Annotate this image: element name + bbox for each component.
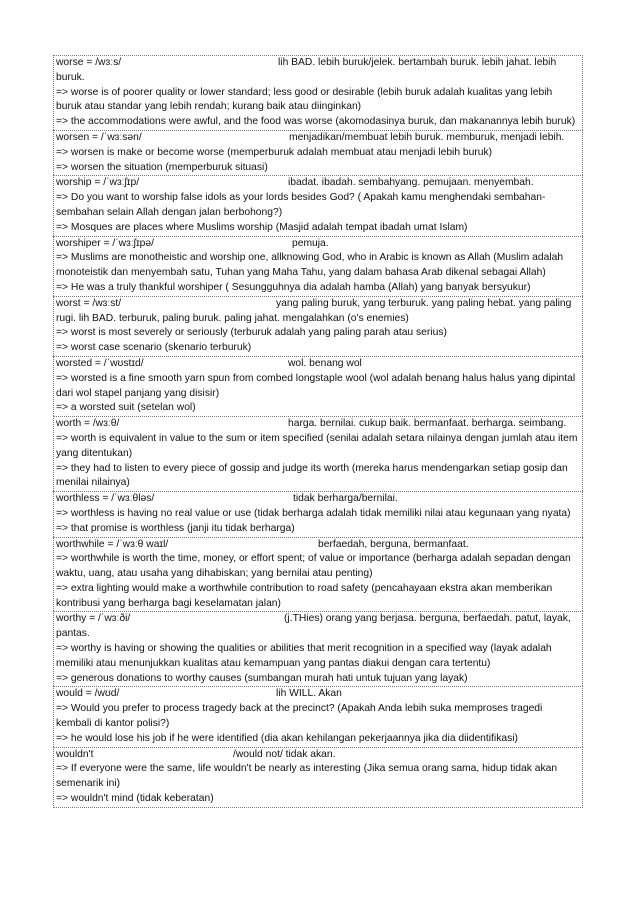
- entry-line: => a worsted suit (setelan wol): [56, 402, 196, 414]
- entry-word: worse = /wɜːs/: [56, 57, 122, 68]
- entry-headline: [56, 748, 580, 763]
- entry-word: worship = /ˈwɜːʃɪp/: [56, 177, 140, 189]
- entry-headline: [56, 492, 580, 507]
- entry-line: => worth is equivalent in value to the sum or item specified (senilai adalah setara nilainya dengan jumlah atau item yang ditentukan): [56, 432, 578, 459]
- entry-line: => the accommodations were awful, and the food was worse (akomodasinya buruk, dan makanannya lebih buruk): [56, 116, 576, 128]
- entry-line: => extra lighting would make a worthwhile contribution to road safety (pencahayaan ekstra akan memberikan kontribusi yang berharga bagi keselamatan jalan): [56, 582, 553, 609]
- dictionary-entry: [53, 175, 583, 235]
- entry-line: => wouldn't mind (tidak keberatan): [56, 793, 214, 805]
- dictionary-entry: [53, 130, 583, 175]
- entry-headline: [56, 538, 580, 553]
- entry-definition: ibadat. ibadah. sembahyang. pemujaan. menyembah.: [288, 177, 534, 189]
- entry-line: => worthwhile is worth the time, money, or effort spent; of value or importance (berharga adalah sepadan dengan waktu, uang, atau usaha yang dihabiskan; yang bernilai atau penting): [56, 553, 571, 580]
- entry-definition: /would not/ tidak akan.: [233, 748, 336, 760]
- entry-line: => If everyone were the same, life wouldn't be nearly as interesting (Jika semua orang sama, hidup tidak akan semenarik ini): [56, 763, 558, 790]
- entry-headline: [56, 297, 580, 327]
- entry-definition: harga. bernilai. cukup baik. bermanfaat. berharga. seimbang.: [288, 418, 567, 430]
- entry-line: => generous donations to worthy causes (sumbangan murah hati untuk tujuan yang layak): [56, 672, 468, 684]
- entry-definition: berfaedah, berguna, bermanfaat.: [318, 538, 469, 550]
- entry-word: worst = /wɜːst/: [56, 297, 122, 309]
- entry-line: => that promise is worthless (janji itu tidak berharga): [56, 522, 295, 534]
- entry-line: => He was a truly thankful worshiper ( Sesungguhnya dia adalah hamba (Allah) yang banyak bersyukur): [56, 281, 531, 293]
- entry-definition: tidak berharga/bernilai.: [293, 493, 398, 505]
- entry-definition: wol. benang wol: [288, 357, 362, 369]
- entry-line: => Do you want to worship false idols as your lords besides God? ( Apakah kamu menghendaki sembahan-sembahan selain Allah dengan jalan berbohong?): [56, 192, 546, 218]
- entry-line: => Mosques are places where Muslims worship (Masjid adalah tempat ibadah umat Islam): [56, 221, 468, 233]
- entry-headline: [56, 237, 580, 252]
- dictionary-entry: [53, 747, 583, 808]
- entry-headline: [56, 612, 580, 642]
- entry-line: => worthless is having no real value or use (tidak berharga adalah tidak memiliki nilai atau kegunaan yang nyata): [56, 507, 571, 519]
- entry-line: => worsen the situation (memperburuk situasi): [56, 161, 268, 173]
- entry-definition: menjadikan/membuat lebih buruk. memburuk, menjadi lebih.: [289, 131, 565, 143]
- entry-line: => worsted is a fine smooth yarn spun from combed longstaple wool (wol adalah benang halus halus yang dipintal dari wol stapel panjang yang disisir): [56, 372, 576, 399]
- dictionary-entry: [53, 55, 583, 130]
- entry-headline: [56, 687, 580, 702]
- entry-word: worshiper = /ˈwɜːʃɪpə/: [56, 237, 154, 249]
- entry-line: => Would you prefer to process tragedy back at the precinct? (Apakah Anda lebih suka memproses tragedi kembali di kantor polisi?): [56, 703, 543, 730]
- dictionary-entry: [53, 296, 583, 356]
- entry-headline: [56, 417, 580, 432]
- entry-headline: [56, 56, 580, 86]
- entry-line: => worthy is having or showing the qualities or abilities that merit recognition in a specified way (layak adalah memiliki atau menunjukkan kualitas atau kemampuan yang pantas diakui dengan cara tertentu): [56, 643, 552, 669]
- entry-line: => they had to listen to every piece of gossip and judge its worth (mereka harus mendengarkan setiap gosip dan menilai nilainya): [56, 462, 568, 489]
- dictionary-page: [53, 55, 583, 808]
- dictionary-entry: [53, 416, 583, 491]
- dictionary-entry: [53, 491, 583, 536]
- entry-definition: lih WILL. Akan: [276, 688, 342, 700]
- entry-definition: lih BAD. lebih buruk/jelek. bertambah buruk. lebih jahat. lebih buruk.: [56, 57, 557, 83]
- dictionary-entry: [53, 356, 583, 416]
- entry-word: worsted = /ˈwʊstɪd/: [56, 357, 144, 369]
- entry-word: worth = /wɜːθ/: [56, 418, 120, 430]
- entry-definition: (j.THies) orang yang berjasa. berguna, berfaedah. patut, layak, pantas.: [56, 613, 571, 640]
- entry-line: => worsen is make or become worse (memperburuk adalah membuat atau menjadi lebih buruk): [56, 146, 493, 158]
- entry-line: => he would lose his job if he were identified (dia akan kehilangan pekerjaannya jika dia diidentifikasi): [56, 732, 518, 744]
- entry-word: worthless = /ˈwɜːθləs/: [56, 493, 155, 505]
- entry-headline: [56, 176, 580, 191]
- entry-word: worthy = /ˈwɜːði/: [56, 613, 131, 625]
- entry-word: wouldn't: [56, 748, 94, 760]
- entry-word: worsen = /ˈwɜːsən/: [56, 131, 142, 143]
- dictionary-entry: [53, 611, 583, 686]
- entry-definition: pemuja.: [292, 237, 329, 249]
- entry-line: => worst case scenario (skenario terburuk): [56, 342, 252, 354]
- entry-line: => Muslims are monotheistic and worship one, allknowing God, who in Arabic is known as Allah (Muslim adalah monoteistik dan menyembah satu, Tuhan yang Maha Tahu, yang dalam bahasa Arab dikenal sebagai Allah): [56, 252, 564, 279]
- dictionary-entry: [53, 537, 583, 612]
- entry-definition: yang paling buruk, yang terburuk. yang paling hebat. yang paling rugi. lih BAD. terburuk, paling buruk. paling jahat. mengalahkan (o's enemies): [56, 297, 572, 324]
- entry-headline: [56, 357, 580, 372]
- entry-line: => worst is most severely or seriously (terburuk adalah yang paling parah atau serius): [56, 327, 447, 339]
- entry-headline: [56, 131, 580, 146]
- dictionary-entry: [53, 686, 583, 746]
- entry-line: => worse is of poorer quality or lower standard; less good or desirable (lebih buruk adalah kualitas yang lebih buruk atau standar yang lebih rendah; kurang baik atau diinginkan): [56, 86, 553, 113]
- entry-word: worthwhile = /ˈwɜːθ waɪl/: [56, 538, 169, 550]
- dictionary-entry: [53, 236, 583, 296]
- entry-word: would = /wʊd/: [56, 688, 120, 700]
